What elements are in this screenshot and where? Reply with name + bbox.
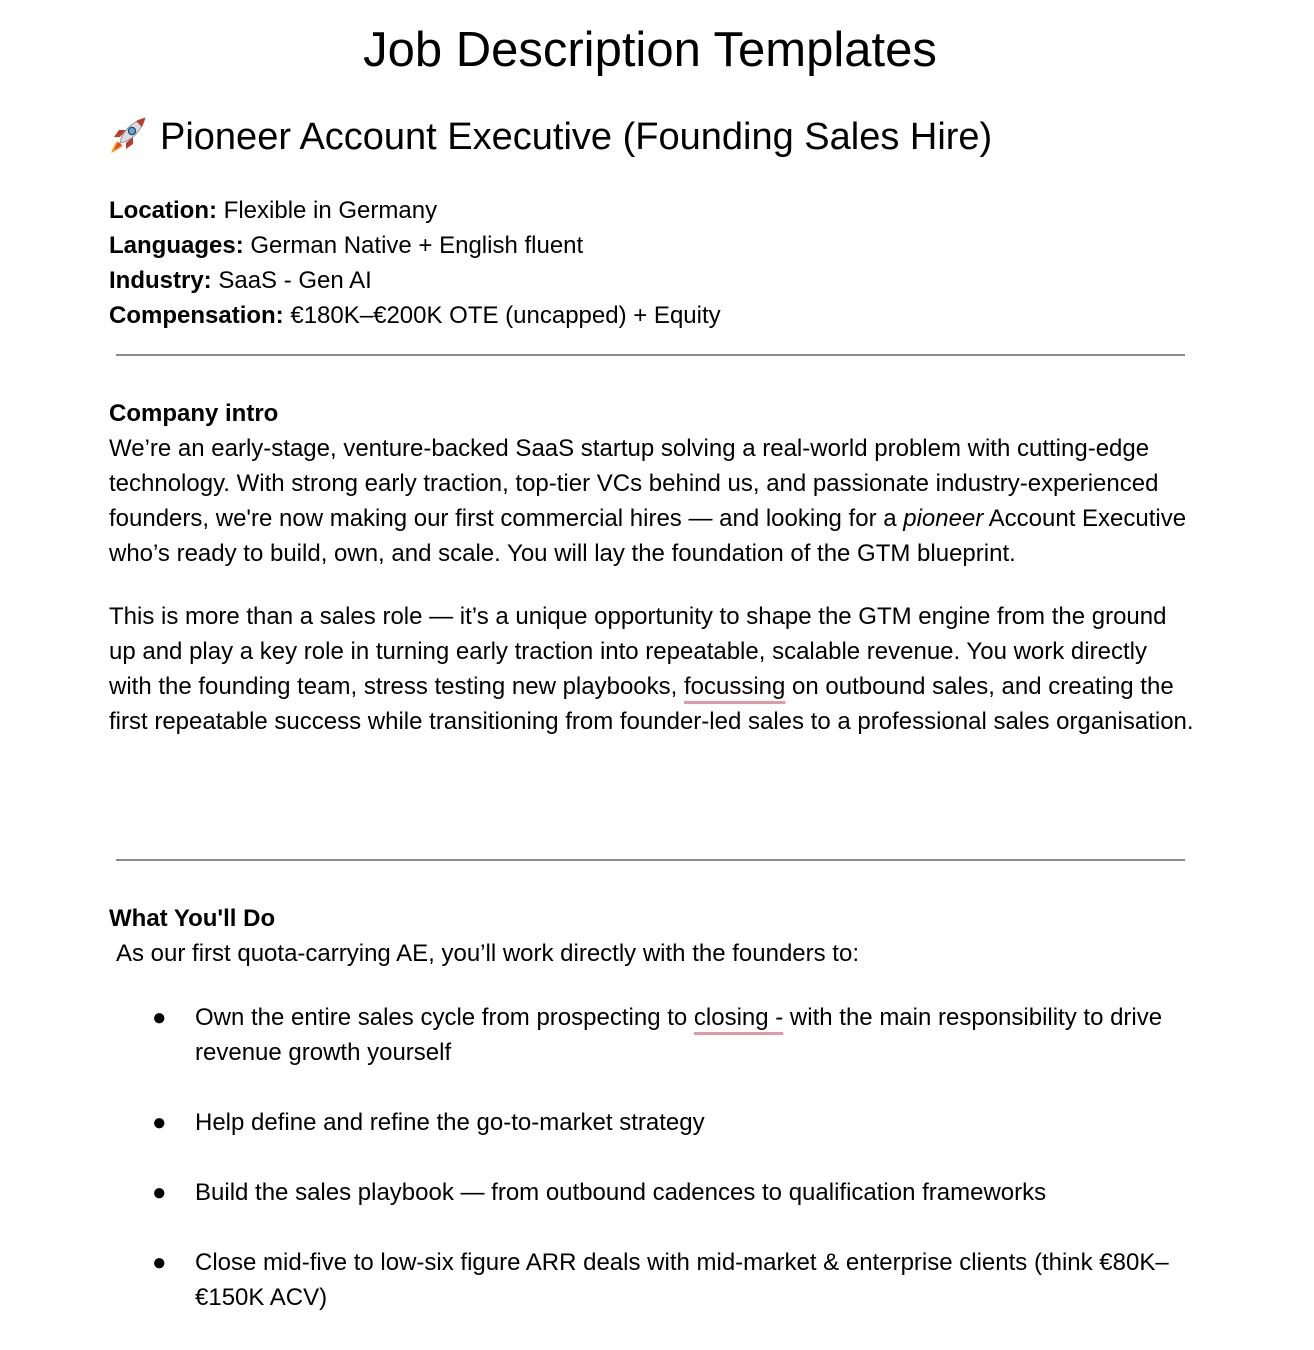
company-intro-paragraph-2: [109, 599, 1194, 739]
job-meta: [109, 193, 1194, 333]
meta-industry: [109, 263, 1194, 298]
company-intro-section: [109, 396, 1194, 739]
job-title: [108, 112, 992, 162]
meta-compensation-label: Compensation:: [109, 302, 284, 329]
company-intro-paragraph-1: [109, 431, 1194, 571]
bullet-icon: ●: [152, 1109, 167, 1136]
document-title: Job Description Templates: [363, 23, 937, 77]
spellcheck-flagged-word[interactable]: focussing: [683, 673, 786, 700]
what-youll-do-section: [109, 901, 1194, 971]
bullet-4-text: Close mid-five to low-six figure ARR deals with mid-market & enterprise clients (think €80K–€150K ACV): [195, 1249, 1169, 1311]
list-item: [152, 1105, 1194, 1140]
section-divider: [116, 354, 1185, 356]
intro-p1-text-b: Account Executive who’s ready to build, own, and scale. You will lay the foundation of the GTM blueprint.: [109, 505, 1187, 567]
meta-industry-label: Industry:: [109, 267, 212, 294]
intro-p2-text-a: This is more than a sales role — it’s a unique opportunity to shape the GTM engine from the ground up and play a key role in turning early traction into repeatable, scalable revenue. You work directly with the founding team, stress testing new playbooks,: [109, 603, 1167, 700]
job-title-text: Pioneer Account Executive (Founding Sales Hire): [160, 116, 993, 158]
meta-location: [109, 193, 1194, 228]
meta-compensation-value: €180K–€200K OTE (uncapped) + Equity: [290, 302, 721, 329]
list-item: [152, 1000, 1194, 1070]
company-intro-heading: Company intro: [109, 400, 279, 427]
responsibilities-list: [152, 1000, 1194, 1350]
meta-languages-label: Languages:: [109, 232, 244, 259]
intro-p1-italic: pioneer: [903, 505, 984, 532]
intro-p2-text-b: on outbound sales, and creating the first repeatable success while transitioning from founder-led sales to a professional sales organisation.: [109, 673, 1194, 735]
section-divider: [116, 859, 1185, 861]
bullet-icon: ●: [152, 1004, 167, 1031]
bullet-icon: ●: [152, 1179, 167, 1206]
list-item: [152, 1245, 1194, 1315]
meta-compensation: [109, 298, 1194, 333]
meta-location-label: Location:: [109, 197, 217, 224]
rocket-icon: [108, 115, 148, 155]
bullet-icon: ●: [152, 1249, 167, 1276]
intro-p1-text-a: We’re an early-stage, venture-backed SaaS startup solving a real-world problem with cutting-edge technology. With strong early traction, top-tier VCs behind us, and passionate industry-experienced founders, we're now making our first commercial hires — and looking for a: [109, 435, 1159, 532]
meta-industry-value: SaaS - Gen AI: [218, 267, 372, 294]
bullet-1-text-b: with the main responsibility to drive revenue growth yourself: [195, 1004, 1163, 1066]
bullet-3-text: Build the sales playbook — from outbound cadences to qualification frameworks: [195, 1179, 1047, 1206]
meta-location-value: Flexible in Germany: [223, 197, 438, 224]
what-youll-do-lead: As our first quota-carrying AE, you’ll work directly with the founders to:: [116, 940, 859, 967]
meta-languages: [109, 228, 1194, 263]
what-youll-do-heading: What You'll Do: [109, 905, 276, 932]
meta-languages-value: German Native + English fluent: [250, 232, 584, 259]
bullet-1-text-a: Own the entire sales cycle from prospecting to: [195, 1004, 694, 1031]
list-item: [152, 1175, 1194, 1210]
bullet-2-text: Help define and refine the go-to-market strategy: [195, 1109, 705, 1136]
spellcheck-flagged-word[interactable]: closing -: [693, 1004, 784, 1031]
